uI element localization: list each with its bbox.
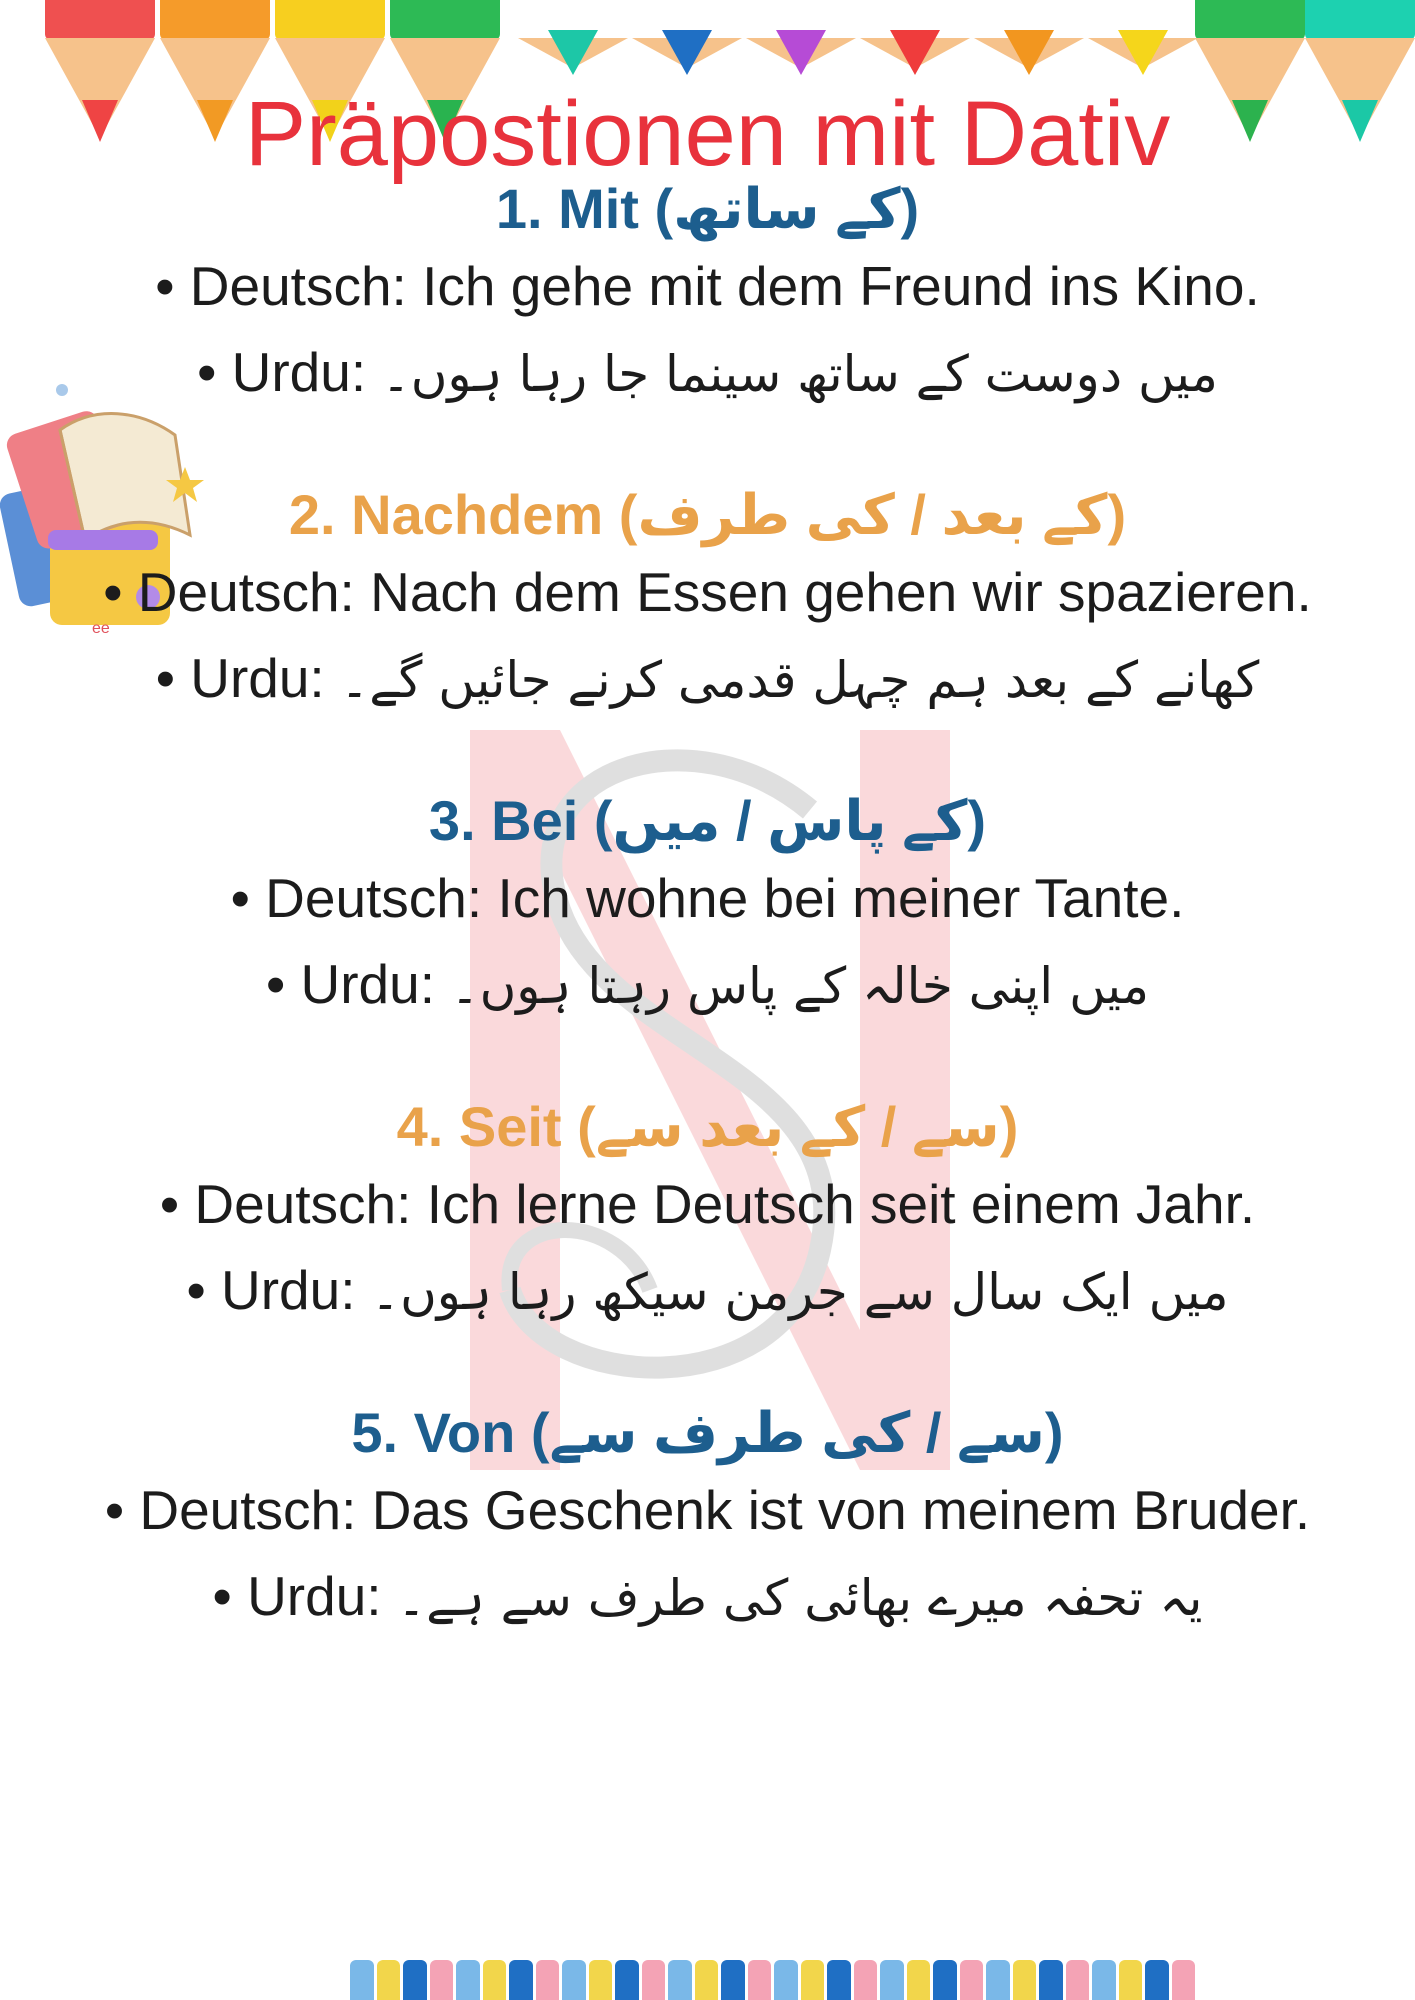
list-item (60, 481, 1355, 723)
heading-urdu: (کے بعد / کی طرف) (618, 483, 1127, 546)
urdu-line (60, 1247, 1355, 1335)
heading-german: 4. Seit (396, 1095, 562, 1158)
entry-heading (60, 787, 1355, 855)
urdu-label: • Urdu: (197, 341, 367, 403)
deutsch-sentence: Ich wohne bei meiner Tante. (497, 867, 1185, 929)
deutsch-label: • Deutsch: (230, 867, 483, 929)
entry-heading (60, 1093, 1355, 1161)
deutsch-label: • Deutsch: (159, 1173, 412, 1235)
deutsch-sentence: Das Geschenk ist von meinem Bruder. (371, 1479, 1311, 1541)
urdu-label: • Urdu: (155, 647, 325, 709)
urdu-sentence: میں دوست کے ساتھ سینما جا رہا ہوں۔ (381, 345, 1218, 403)
deutsch-sentence: Ich gehe mit dem Freund ins Kino. (422, 255, 1260, 317)
heading-urdu: (سے / کے بعد سے) (577, 1095, 1019, 1158)
heading-german: 3. Bei (428, 789, 579, 852)
urdu-line (60, 635, 1355, 723)
list-item (60, 1399, 1355, 1641)
urdu-sentence: یہ تحفہ میرے بھائی کی طرف سے ہے۔ (396, 1569, 1203, 1627)
urdu-label: • Urdu: (212, 1565, 382, 1627)
heading-urdu: (سے / کی طرف سے) (530, 1401, 1064, 1464)
urdu-line (60, 1553, 1355, 1641)
list-item (60, 787, 1355, 1029)
ruler-strip-icon (350, 1960, 1195, 2000)
list-item (60, 1093, 1355, 1335)
entry-heading (60, 481, 1355, 549)
deutsch-label: • Deutsch: (103, 561, 355, 623)
deutsch-line (60, 855, 1355, 941)
heading-urdu: (کے پاس / میں) (593, 789, 987, 852)
deutsch-line (60, 1161, 1355, 1247)
deutsch-sentence: Nach dem Essen gehen wir spazieren. (370, 561, 1312, 623)
urdu-sentence: کھانے کے بعد ہم چہل قدمی کرنے جائیں گے۔ (340, 651, 1260, 709)
urdu-line (60, 329, 1355, 417)
deutsch-line (60, 1467, 1355, 1553)
deutsch-label: • Deutsch: (155, 255, 407, 317)
heading-german: 5. Von (351, 1401, 516, 1464)
svg-text:ee: ee (92, 620, 110, 637)
list-item (60, 175, 1355, 417)
heading-german: 1. Mit (495, 177, 639, 240)
entry-heading (60, 1399, 1355, 1467)
urdu-sentence: میں ایک سال سے جرمن سیکھ رہا ہوں۔ (370, 1263, 1229, 1321)
heading-urdu: (کے ساتھ) (654, 177, 920, 240)
page-title: Präpostionen mit Dativ (244, 83, 1171, 185)
deutsch-sentence: Ich lerne Deutsch seit einem Jahr. (426, 1173, 1256, 1235)
deutsch-line (60, 549, 1355, 635)
deutsch-label: • Deutsch: (104, 1479, 357, 1541)
urdu-line (60, 941, 1355, 1029)
preposition-list (60, 175, 1355, 1641)
urdu-sentence: میں اپنی خالہ کے پاس رہتا ہوں۔ (450, 957, 1150, 1015)
heading-german: 2. Nachdem (288, 483, 604, 546)
deutsch-line (60, 243, 1355, 329)
urdu-label: • Urdu: (186, 1259, 356, 1321)
urdu-label: • Urdu: (265, 953, 435, 1015)
entry-heading (60, 175, 1355, 243)
